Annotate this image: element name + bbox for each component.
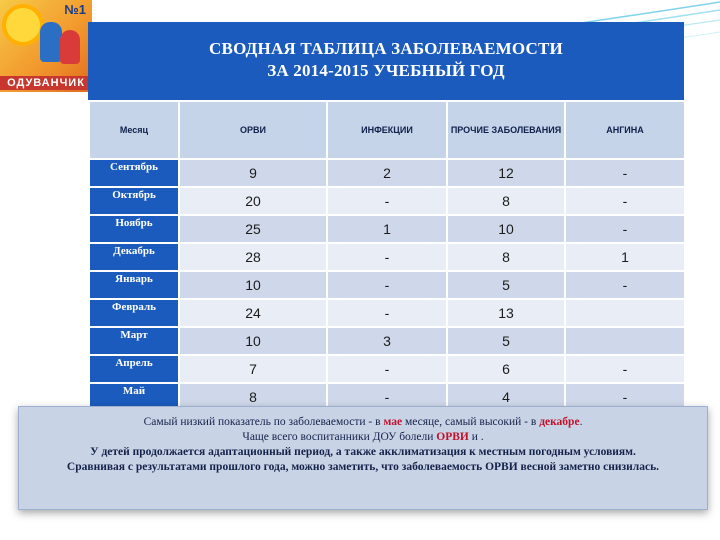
month-cell: Октябрь [89, 187, 179, 215]
child-figure-icon [40, 22, 62, 62]
infections-cell: 3 [327, 327, 447, 355]
infections-cell: - [327, 355, 447, 383]
note-text: Самый низкий показатель по заболеваемости - в [143, 416, 384, 428]
other-cell: 13 [447, 299, 565, 327]
logo-name: ОДУВАНЧИК [0, 76, 92, 90]
month-cell: Декабрь [89, 243, 179, 271]
header-month: Месяц [89, 101, 179, 159]
note-text: . [579, 416, 583, 428]
note-line-3: У детей продолжается адаптационный период, а также акклиматизация к местным погодным условиям. [90, 446, 636, 458]
angina-cell [565, 299, 685, 327]
page-title [88, 22, 684, 100]
orvi-cell: 10 [179, 327, 327, 355]
morbidity-table [88, 100, 686, 412]
infections-cell: 2 [327, 159, 447, 187]
sun-icon [6, 8, 40, 42]
header-orvi: ОРВИ [179, 101, 327, 159]
infections-cell: - [327, 383, 447, 411]
note-text: и . [468, 431, 484, 443]
table-row [89, 159, 685, 187]
note-text: Чаще всего воспитанники ДОУ болели [242, 431, 437, 443]
header-other: ПРОЧИЕ ЗАБОЛЕВАНИЯ [447, 101, 565, 159]
summary-note [18, 406, 708, 510]
child-figure-icon [60, 30, 80, 64]
table-row [89, 215, 685, 243]
month-cell: Январь [89, 271, 179, 299]
table-header-row [89, 101, 685, 159]
table-row [89, 299, 685, 327]
note-line-2 [29, 430, 697, 445]
infections-cell: 1 [327, 215, 447, 243]
orvi-cell: 24 [179, 299, 327, 327]
orvi-cell: 8 [179, 383, 327, 411]
orvi-cell: 7 [179, 355, 327, 383]
header-angina: АНГИНА [565, 101, 685, 159]
table-row [89, 187, 685, 215]
month-cell: Февраль [89, 299, 179, 327]
logo-number: №1 [64, 2, 86, 17]
angina-cell: - [565, 271, 685, 299]
month-cell: Ноябрь [89, 215, 179, 243]
header-infections: ИНФЕКЦИИ [327, 101, 447, 159]
table-row [89, 355, 685, 383]
angina-cell: - [565, 355, 685, 383]
month-cell: Апрель [89, 355, 179, 383]
other-cell: 5 [447, 327, 565, 355]
note-line-4: Сравнивая с результатами прошлого года, можно заметить, что заболеваемость ОРВИ весной заметно снизилась. [66, 461, 660, 473]
other-cell: 8 [447, 243, 565, 271]
month-cell: Сентябрь [89, 159, 179, 187]
orvi-cell: 10 [179, 271, 327, 299]
title-line-1: СВОДНАЯ ТАБЛИЦА ЗАБОЛЕВАЕМОСТИ [209, 39, 563, 58]
orvi-cell: 9 [179, 159, 327, 187]
angina-cell [565, 327, 685, 355]
other-cell: 8 [447, 187, 565, 215]
table-row [89, 271, 685, 299]
highlight-december: декабре [539, 416, 580, 428]
angina-cell: 1 [565, 243, 685, 271]
orvi-cell: 20 [179, 187, 327, 215]
orvi-cell: 25 [179, 215, 327, 243]
highlight-may: мае [383, 416, 403, 428]
title-line-2: ЗА 2014-2015 УЧЕБНЫЙ ГОД [267, 61, 505, 80]
angina-cell: - [565, 383, 685, 411]
angina-cell: - [565, 159, 685, 187]
table-row [89, 327, 685, 355]
angina-cell: - [565, 215, 685, 243]
infections-cell: - [327, 271, 447, 299]
note-text: месяце, самый высокий - в [402, 416, 540, 428]
highlight-orvi: ОРВИ [436, 431, 469, 443]
other-cell: 4 [447, 383, 565, 411]
other-cell: 12 [447, 159, 565, 187]
other-cell: 5 [447, 271, 565, 299]
infections-cell: - [327, 243, 447, 271]
infections-cell: - [327, 299, 447, 327]
month-cell: Май [89, 383, 179, 411]
infections-cell: - [327, 187, 447, 215]
kindergarten-logo [0, 0, 92, 92]
other-cell: 10 [447, 215, 565, 243]
note-line-1 [29, 415, 697, 430]
other-cell: 6 [447, 355, 565, 383]
table-row [89, 243, 685, 271]
angina-cell: - [565, 187, 685, 215]
orvi-cell: 28 [179, 243, 327, 271]
month-cell: Март [89, 327, 179, 355]
